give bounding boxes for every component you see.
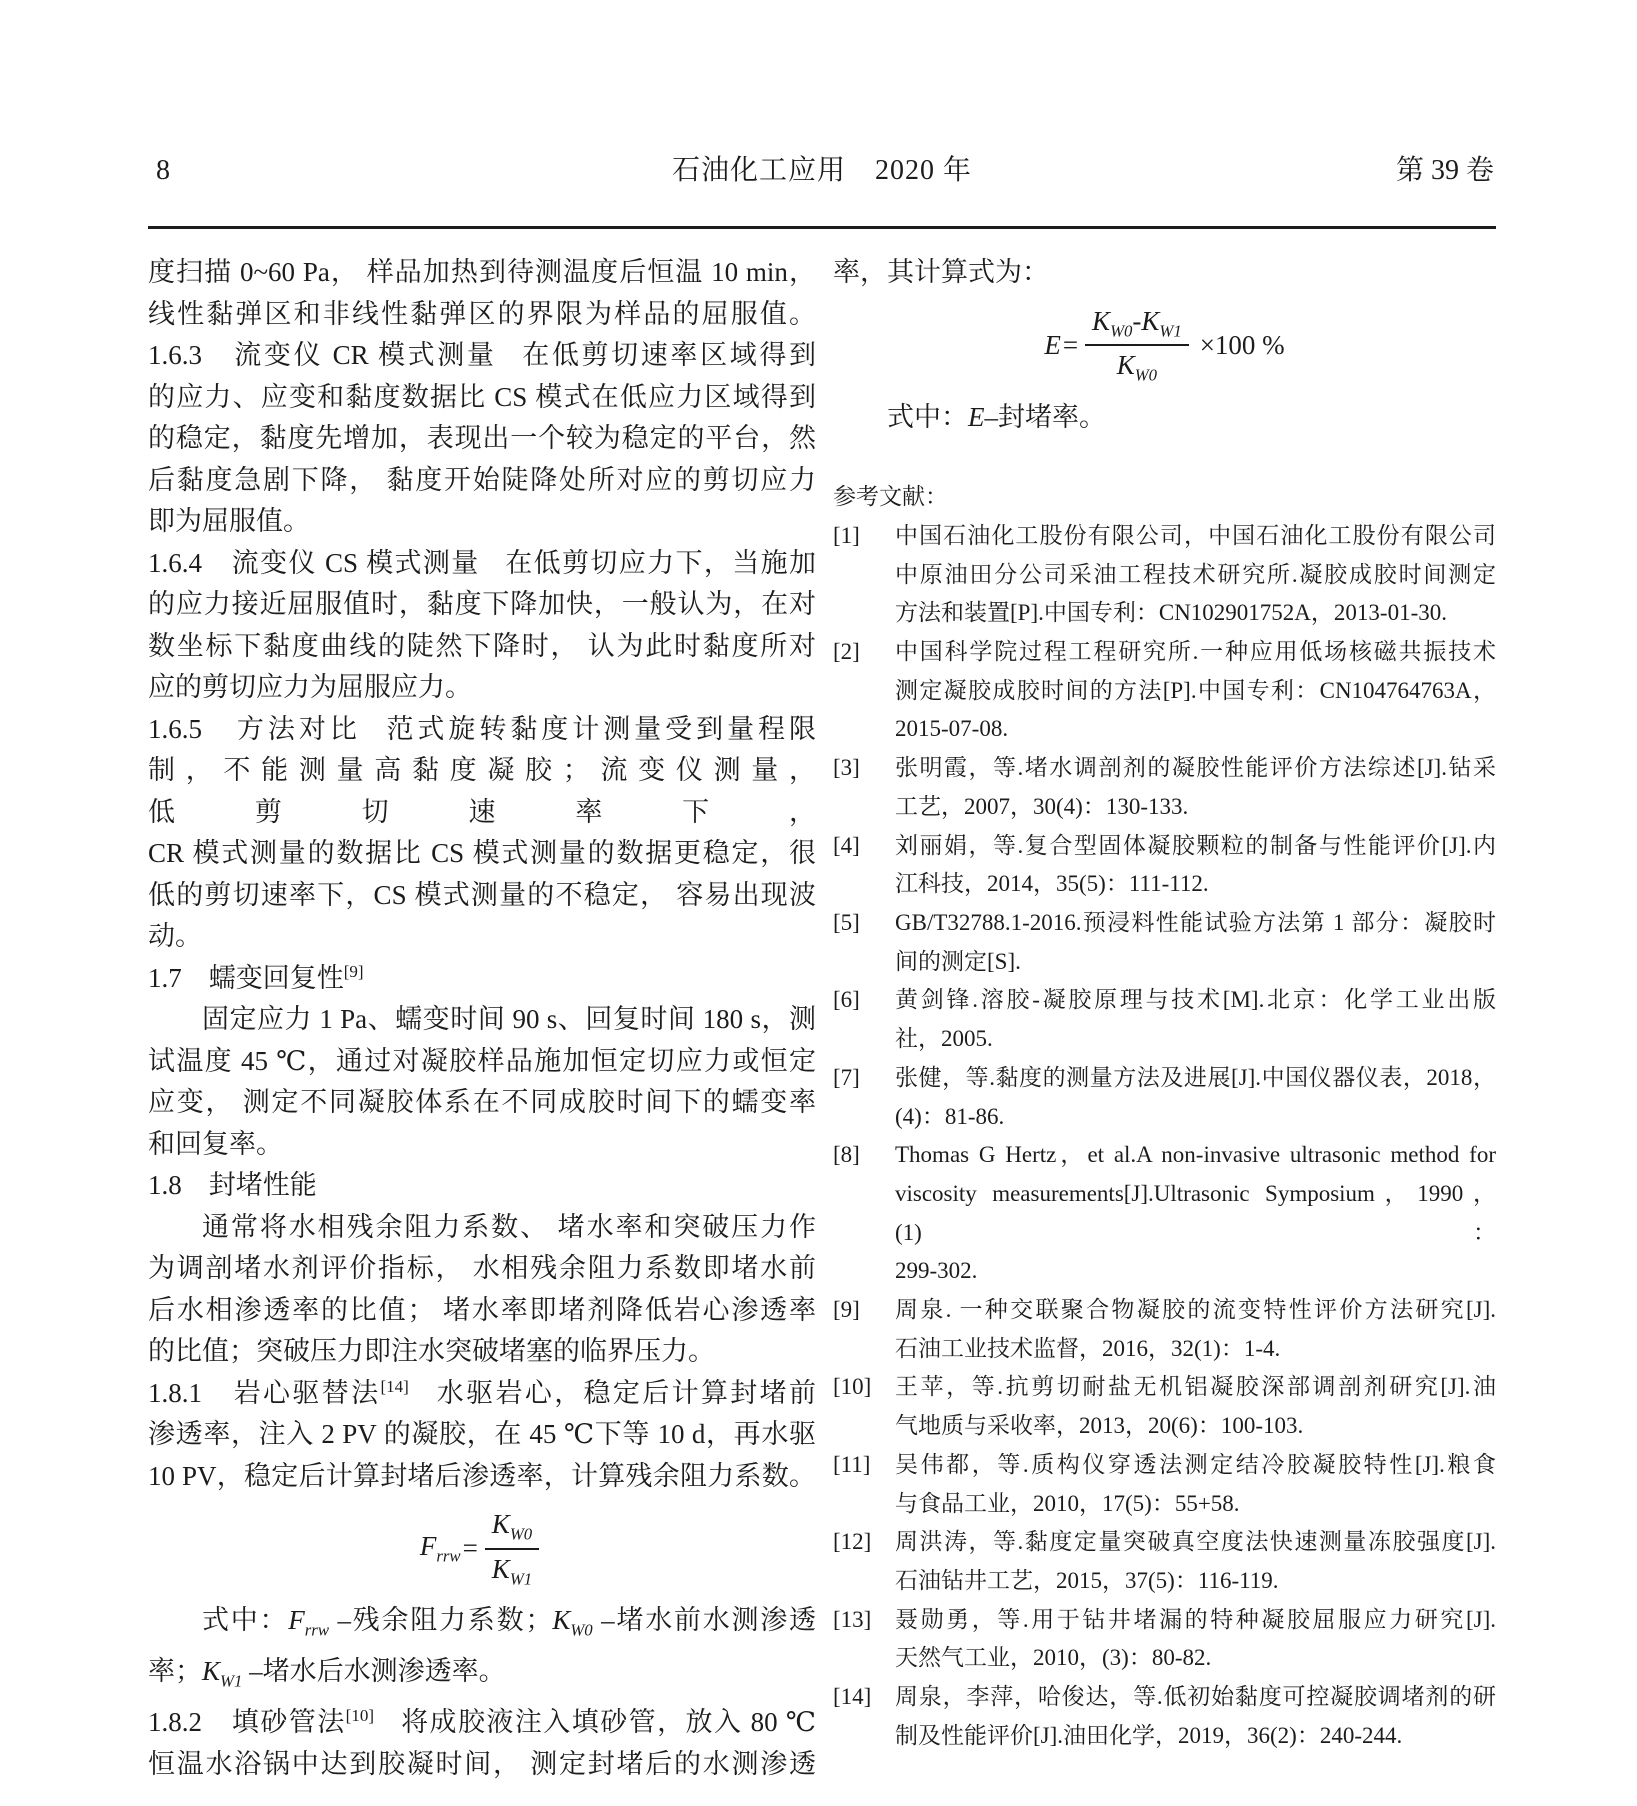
reference-item (833, 1136, 1496, 1291)
body-line (148, 875, 816, 917)
body-line (148, 667, 816, 709)
math-variable: $K_{W0}$ (491, 1509, 533, 1544)
references-list (833, 517, 1496, 1756)
text-run: 动。 (148, 921, 202, 951)
reference-item (833, 749, 1496, 826)
reference-body (895, 1368, 1496, 1445)
reference-item (833, 827, 1496, 904)
reference-body (895, 517, 1496, 633)
reference-body (895, 981, 1496, 1058)
reference-number: [7] (833, 1064, 860, 1090)
text-run: 水驱岩心，稳定后计算封堵前 (434, 1377, 817, 1408)
body-line (148, 1600, 816, 1651)
math-subscript: W0 (1134, 365, 1158, 385)
reference-item (833, 1291, 1496, 1368)
text-run: –封堵率。 (984, 401, 1106, 432)
text-run: 的应力接近屈服值时，黏度下降加快，一般认为，在对 (148, 589, 816, 619)
body-line (148, 1331, 816, 1373)
blocking-rate-formula (833, 294, 1496, 397)
reference-number: [4] (833, 832, 860, 858)
reference-body (895, 827, 1496, 904)
reference-line: 方法和装置[P].中国专利：CN102901752A，2013-01-30. (895, 600, 1447, 626)
body-line (148, 1373, 816, 1415)
reference-line: 与食品工业，2010，17(5)：55+58. (895, 1490, 1240, 1516)
column-spacer (833, 438, 1496, 478)
text-run: 在低剪切应力下，当施加 (505, 547, 816, 578)
text-run: - (1132, 305, 1142, 336)
text-run: –堵水后水测渗透率。 (242, 1656, 506, 1687)
reference-item (833, 1059, 1496, 1136)
text-run: 固定应力 1 Pa、蠕变时间 90 s、回复时间 180 s，测 (202, 1004, 816, 1034)
text-run: 10 PV，稳定后计算封堵后渗透率，计算残余阻力系数。 (148, 1460, 816, 1491)
reference-body (895, 1523, 1496, 1600)
section-heading: 1.6.3 流变仪 CR 模式测量 (148, 340, 497, 370)
reference-line: 天然气工业，2010，(3)：80-82. (895, 1645, 1212, 1671)
body-line (148, 1041, 816, 1083)
reference-line: 周泉. 一种交联聚合物凝胶的流变特性评价方法研究[J]. (895, 1297, 1496, 1323)
text-run: 的比值；突破压力即注水突破堵塞的临界压力。 (148, 1336, 715, 1366)
text-run: 即为屈服值。 (148, 506, 310, 536)
reference-line: 石油钻井工艺，2015，37(5)：116-119. (895, 1567, 1279, 1593)
body-line (148, 1207, 816, 1249)
citation-superscript: [10] (345, 1706, 374, 1726)
reference-number: [1] (833, 522, 860, 548)
text-run: 式中： (887, 401, 968, 432)
text-run: 制，不能测量高黏度凝胶；流变仪测量，低剪切速率下， (148, 755, 816, 827)
reference-number: [10] (833, 1374, 872, 1400)
reference-item (833, 633, 1496, 749)
reference-line: 气地质与采收率，2013，20(6)：100-103. (895, 1413, 1304, 1439)
section-heading: 1.8.1 岩心驱替法[14] (148, 1376, 409, 1408)
reference-item (833, 1446, 1496, 1523)
text-run: 数坐标下黏度曲线的陡然下降时， 认为此时黏度所对 (148, 630, 816, 661)
math-subscript: W0 (509, 1524, 533, 1544)
reference-line: 中国石油化工股份有限公司，中国石油化工股份有限公司 (895, 522, 1496, 548)
fraction-denominator (1110, 346, 1164, 385)
fraction (485, 1509, 539, 1588)
text-run: 渗透率，注入 2 PV 的凝胶，在 45 ℃下等 10 d，再水驱 (148, 1419, 816, 1449)
text-run: CR 模式测量的数据比 CS 模式测量的数据更稳定，很 (148, 838, 816, 868)
math-variable: $K_{W0}$ (552, 1605, 593, 1640)
reference-body (895, 633, 1496, 749)
body-line (148, 1290, 816, 1332)
body-line (148, 1414, 816, 1456)
body-line (148, 418, 816, 460)
body-line (148, 1124, 816, 1166)
reference-line: 2015-07-08. (895, 716, 1009, 742)
page-header (148, 150, 1496, 192)
fraction-numerator (1085, 306, 1189, 347)
reference-item (833, 981, 1496, 1058)
text-run: –残余阻力系数； (328, 1605, 553, 1636)
math-subscript: rrw (436, 1546, 461, 1566)
text-run: 通常将水相残余阻力系数、 堵水率和突破压力作 (202, 1211, 816, 1242)
body-line (148, 1702, 816, 1744)
text-run: 后黏度急剧下降， 黏度开始陡降处所对应的剪切应力 (148, 464, 816, 495)
header-rule (148, 226, 1496, 229)
text-run: 应的剪切应力为屈服应力。 (148, 672, 472, 702)
text-run: 试温度 45 ℃，通过对凝胶样品施加恒定切应力或恒定 (148, 1045, 816, 1076)
math-variable: $K_{W0}$ (1092, 305, 1133, 340)
reference-body (895, 749, 1496, 826)
reference-body (895, 1136, 1496, 1291)
fraction-denominator (485, 1550, 539, 1589)
math-variable: $K_{W1}$ (202, 1656, 243, 1691)
text-run: 和回复率。 (148, 1128, 283, 1159)
body-line (833, 397, 1496, 439)
formula-suffix: ×100 % (1199, 329, 1285, 360)
text-run: 后水相渗透率的比值； 堵水率即堵剂降低岩心渗透率 (148, 1294, 816, 1325)
text-run: –堵水前水测渗透 (592, 1605, 817, 1636)
right-column (833, 252, 1496, 1755)
math-subscript: W0 (570, 1620, 593, 1640)
math-variable: $K_{W1}$ (1141, 305, 1182, 340)
reference-line: Thomas G Hertz，et al.A non-invasive ultrasonic method for (895, 1142, 1496, 1168)
math-variable: $K_{W1}$ (491, 1553, 533, 1589)
body-line (148, 294, 816, 336)
text-run: 将成胶液注入填砂管，放入 80 ℃ (399, 1707, 817, 1738)
fraction (1085, 306, 1189, 385)
reference-line: 中国科学院过程工程研究所.一种应用低场核磁共振技术 (895, 639, 1496, 665)
math-subscript: W0 (1110, 320, 1133, 340)
text-run: 式中： (202, 1605, 289, 1636)
body-line (148, 501, 816, 543)
equals-sign: = (462, 1533, 478, 1564)
section-heading: 1.6.5 方法对比 (148, 713, 361, 744)
reference-body (895, 1446, 1496, 1523)
section-heading: 1.6.4 流变仪 CS 模式测量 (148, 547, 480, 578)
references-heading: 参考文献： (833, 484, 948, 510)
volume-label: 第 39 卷 (1395, 155, 1494, 186)
math-variable: E (1044, 329, 1061, 360)
text-run: 恒温水浴锅中达到胶凝时间， 测定封堵后的水测渗透 (148, 1748, 816, 1779)
page-number: 8 (156, 155, 170, 186)
section-heading: 1.8.2 填砂管法[10] (148, 1706, 374, 1738)
reference-line: 工艺，2007，30(4)：130-133. (895, 793, 1189, 819)
reference-item (833, 1368, 1496, 1445)
reference-number: [6] (833, 987, 860, 1013)
citation-superscript: [14] (380, 1376, 409, 1396)
body-line (148, 999, 816, 1041)
text-run: 在低剪切速率区域得到 (522, 340, 816, 370)
math-subscript: W1 (220, 1671, 243, 1691)
math-subscript: rrw (304, 1620, 329, 1640)
reference-body (895, 1601, 1496, 1678)
reference-line: 社，2005. (895, 1026, 993, 1052)
body-line (148, 709, 816, 751)
section-heading: 1.8 封堵性能 (148, 1170, 317, 1200)
citation-superscript: [9] (343, 961, 364, 981)
reference-number: [12] (833, 1529, 872, 1555)
body-line (148, 335, 816, 377)
reference-line: 周洪涛，等.黏度定量突破真空度法快速测量冻胶强度[J]. (895, 1529, 1496, 1555)
left-column (148, 252, 816, 1785)
reference-line: 张明霞，等.堵水调剖剂的凝胶性能评价方法综述[J].钻采 (895, 755, 1496, 781)
math-variable: $K_{W0}$ (1116, 350, 1158, 385)
reference-line: viscosity measurements[J].Ultrasonic Symposium，1990，(1)： (895, 1180, 1496, 1245)
reference-line: 制及性能评价[J].油田化学，2019，36(2)：240-244. (895, 1722, 1403, 1748)
reference-line: 黄剑锋.溶胶-凝胶原理与技术[M].北京：化学工业出版 (895, 987, 1496, 1013)
reference-body (895, 1291, 1496, 1368)
body-line (148, 750, 816, 833)
reference-line: GB/T32788.1-2016.预浸料性能试验方法第 1 部分：凝胶时 (895, 909, 1496, 935)
reference-item (833, 1678, 1496, 1755)
reference-line: 刘丽娟，等.复合型固体凝胶颗粒的制备与性能评价[J].内 (895, 832, 1496, 858)
reference-line: 中原油田分公司采油工程技术研究所.凝胶成胶时间测定 (895, 561, 1496, 587)
body-line (148, 1248, 816, 1290)
reference-line: 江科技，2014，35(5)：111-112. (895, 871, 1209, 897)
body-line (148, 1165, 816, 1207)
body-line (148, 916, 816, 958)
text-run: 应变， 测定不同凝胶体系在不同成胶时间下的蠕变率 (148, 1087, 816, 1117)
text-run: 度扫描 0~60 Pa， 样品加热到待测温度后恒温 10 min， (148, 257, 816, 287)
reference-body (895, 1059, 1496, 1136)
reference-item (833, 1523, 1496, 1600)
reference-body (895, 1678, 1496, 1755)
body-line (148, 833, 816, 875)
math-variable: $F_{rrw}$ (419, 1531, 461, 1566)
reference-line: (4)：81-86. (895, 1103, 1005, 1129)
equals-sign: = (1062, 329, 1079, 360)
text-run: 为调剖堵水剂评价指标， 水相残余阻力系数即堵水前 (148, 1253, 816, 1283)
body-line (148, 626, 816, 668)
reference-line: 王苹，等.抗剪切耐盐无机铝凝胶深部调剖剂研究[J].油 (895, 1374, 1496, 1400)
reference-line: 测定凝胶成胶时间的方法[P].中国专利：CN104764763A， (895, 677, 1496, 703)
text-run: 范式旋转黏度计测量受到量程限 (386, 713, 817, 744)
body-line (148, 1456, 816, 1498)
reference-number: [8] (833, 1142, 860, 1168)
section-heading: 1.7 蠕变回复性[9] (148, 961, 364, 993)
reference-number: [5] (833, 909, 860, 935)
reference-line: 299-302. (895, 1258, 978, 1284)
reference-number: [3] (833, 755, 860, 781)
text-run: 率，其计算式为： (833, 257, 1049, 287)
reference-number: [9] (833, 1297, 860, 1323)
reference-item (833, 904, 1496, 981)
body-line (148, 958, 816, 1000)
reference-item (833, 517, 1496, 633)
body-line (148, 252, 816, 294)
body-line (148, 1082, 816, 1124)
math-variable: $F_{rrw}$ (288, 1605, 329, 1640)
reference-line: 周泉，李萍，哈俊达，等.低初始黏度可控凝胶调堵剂的研 (895, 1684, 1496, 1710)
body-line (148, 584, 816, 626)
body-line (148, 1744, 816, 1786)
reference-number: [13] (833, 1606, 872, 1632)
reference-number: [14] (833, 1684, 872, 1710)
reference-line: 石油工业技术监督，2016，32(1)：1-4. (895, 1335, 1281, 1361)
text-run: 线性黏弹区和非线性黏弹区的界限为样品的屈服值。 (148, 298, 816, 329)
math-subscript: W1 (1159, 320, 1182, 340)
body-line (148, 377, 816, 419)
residual-resistance-formula (148, 1497, 816, 1600)
text-run: 率； (148, 1656, 202, 1687)
reference-line: 张健，等.黏度的测量方法及进展[J].中国仪器仪表，2018， (895, 1064, 1496, 1090)
math-subscript: W1 (509, 1569, 533, 1589)
journal-title: 石油化工应用 2020 年 (671, 155, 972, 186)
body-line (148, 543, 816, 585)
reference-body (895, 904, 1496, 981)
text-run: 的应力、应变和黏度数据比 CS 模式在低应力区域得到 (148, 381, 816, 412)
reference-line: 间的测定[S]. (895, 948, 1021, 974)
body-line (148, 460, 816, 502)
reference-number: [11] (833, 1451, 871, 1477)
text-run: 的稳定，黏度先增加，表现出一个较为稳定的平台，然 (148, 423, 816, 453)
body-line (148, 1651, 816, 1702)
reference-line: 吴伟都，等.质构仪穿透法测定结冷胶凝胶特性[J].粮食 (895, 1451, 1496, 1477)
reference-item (833, 1601, 1496, 1678)
math-variable: E (968, 401, 985, 432)
fraction-numerator (485, 1509, 539, 1550)
reference-number: [2] (833, 639, 860, 665)
right-column-body (833, 252, 1496, 478)
text-run: 低的剪切速率下，CS 模式测量的不稳定， 容易出现波 (148, 879, 816, 910)
reference-line: 聂勋勇，等.用于钻井堵漏的特种凝胶屈服应力研究[J]. (895, 1606, 1496, 1632)
body-line (833, 252, 1496, 294)
